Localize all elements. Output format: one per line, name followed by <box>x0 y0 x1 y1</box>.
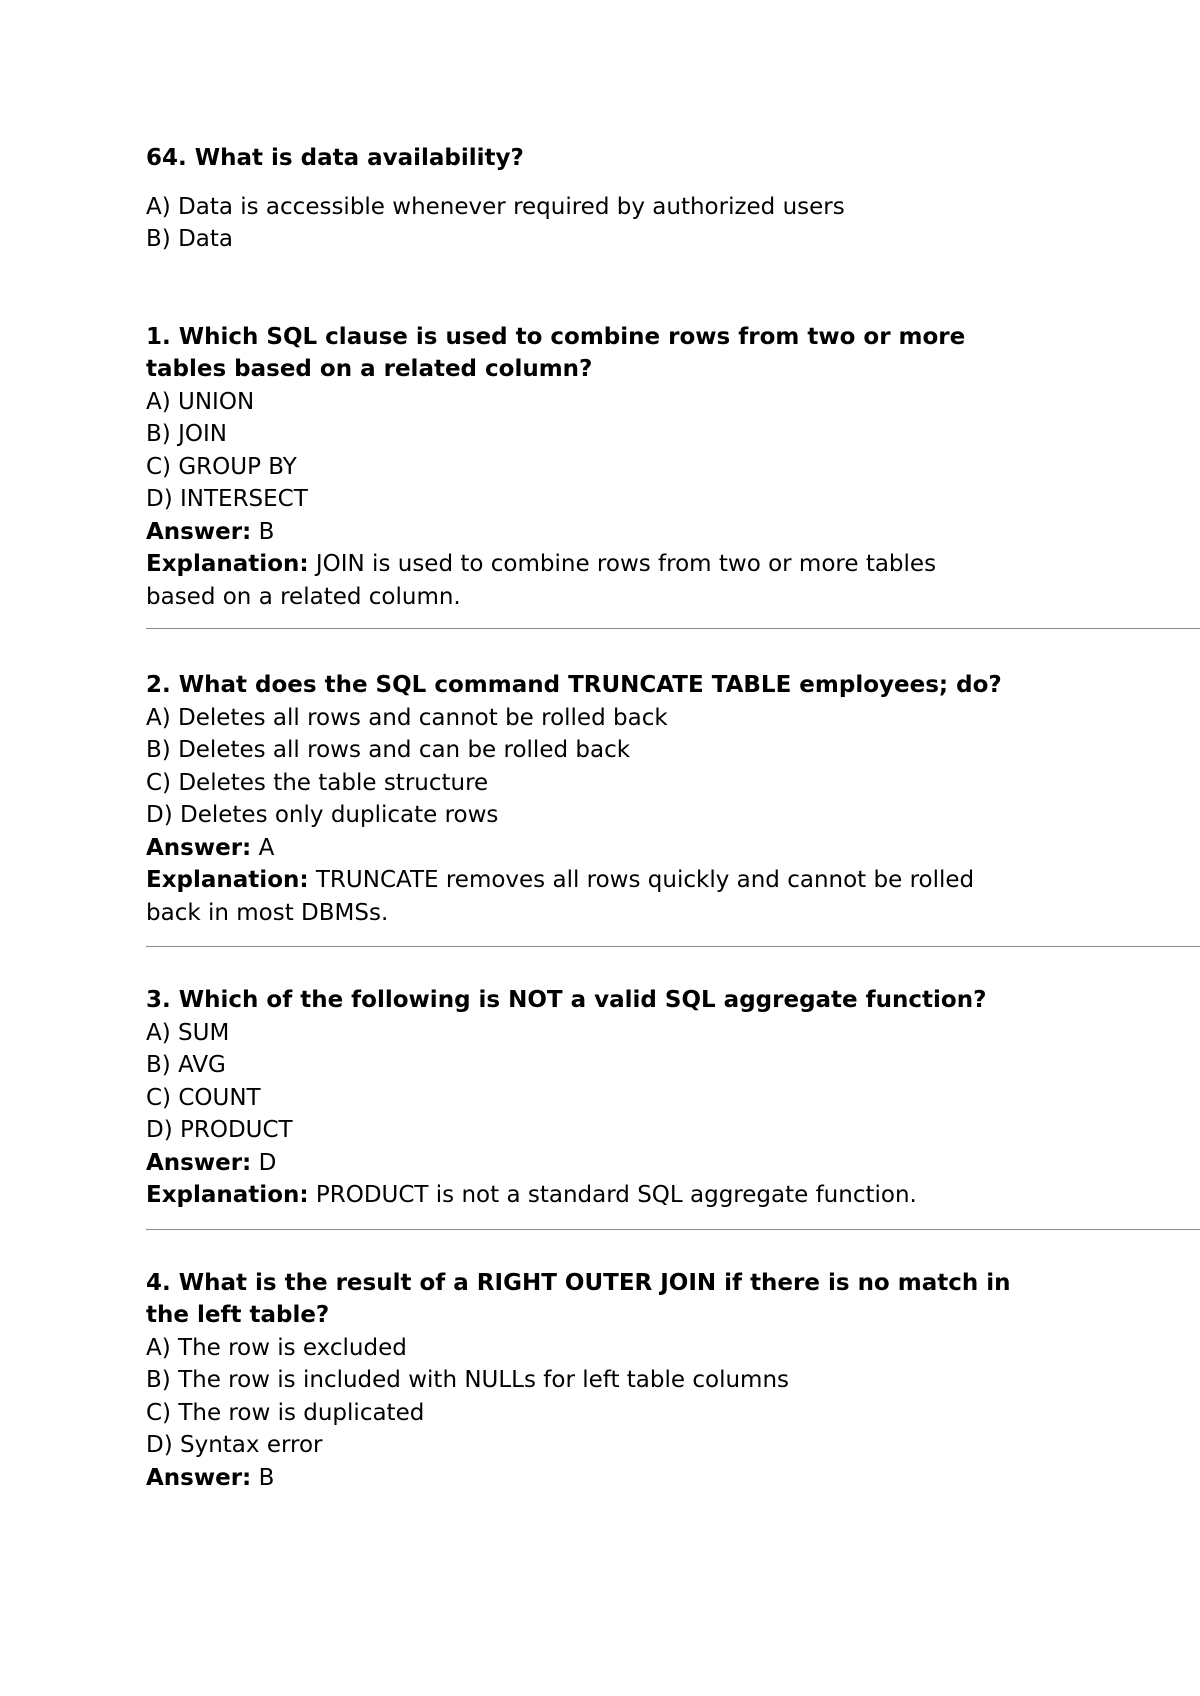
explanation-text: PRODUCT is not a standard SQL aggregate function. <box>308 1182 917 1208</box>
question-1-option-c: C) GROUP BY <box>146 453 297 480</box>
question-64 <box>146 142 1200 256</box>
explanation-text: JOIN is used to combine rows from two or more tables <box>308 551 937 577</box>
question-4-title-line-1: 4. What is the result of a RIGHT OUTER JOIN if there is no match in <box>146 1269 1011 1296</box>
question-2 <box>146 669 1200 929</box>
question-4-answer <box>146 1462 1200 1495</box>
question-2-option-d: D) Deletes only duplicate rows <box>146 802 499 828</box>
question-3-answer <box>146 1147 1200 1180</box>
question-1-option-b: B) JOIN <box>146 421 227 447</box>
question-2-option-a: A) Deletes all rows and cannot be rolled back <box>146 704 668 731</box>
question-1-explanation-line-1 <box>146 548 1200 581</box>
question-4 <box>146 1267 1200 1495</box>
question-64-option-a: A) Data is accessible whenever required by authorized users <box>146 193 845 220</box>
question-2-option-b: B) Deletes all rows and can be rolled back <box>146 737 631 763</box>
question-1-title-line-1: 1. Which SQL clause is used to combine rows from two or more <box>146 323 966 350</box>
question-2-title: 2. What does the SQL command TRUNCATE TABLE employees; do? <box>146 672 1002 698</box>
question-1-option-d: D) INTERSECT <box>146 486 308 512</box>
document-page <box>146 142 1200 1494</box>
question-2-answer <box>146 832 1200 865</box>
answer-value: D <box>251 1149 277 1176</box>
question-4-title-line-2: the left table? <box>146 1302 330 1328</box>
question-4-option-a: A) The row is excluded <box>146 1334 407 1361</box>
explanation-text: TRUNCATE removes all rows quickly and cannot be rolled <box>308 867 975 893</box>
answer-value: B <box>251 1464 275 1491</box>
explanation-label: Explanation: <box>146 551 309 577</box>
question-3-explanation-line-1 <box>146 1179 1200 1212</box>
question-1-title-line-2: tables based on a related column? <box>146 356 593 382</box>
answer-value: A <box>251 834 275 861</box>
question-1-answer <box>146 516 1200 549</box>
explanation-label: Explanation: <box>146 867 309 893</box>
question-1-explanation-line-2: based on a related column. <box>146 583 461 610</box>
question-3-option-a: A) SUM <box>146 1019 230 1046</box>
question-1 <box>146 321 1200 614</box>
question-2-explanation-line-2: back in most DBMSs. <box>146 899 389 926</box>
question-3-title: 3. Which of the following is NOT a valid SQL aggregate function? <box>146 987 987 1013</box>
question-3-option-c: C) COUNT <box>146 1084 261 1111</box>
answer-value: B <box>251 518 275 545</box>
answer-label: Answer: <box>146 1149 252 1176</box>
question-3-option-d: D) PRODUCT <box>146 1117 293 1143</box>
question-2-explanation-line-1 <box>146 864 1200 897</box>
question-3 <box>146 984 1200 1212</box>
answer-label: Answer: <box>146 834 252 861</box>
question-1-option-a: A) UNION <box>146 388 255 415</box>
answer-label: Answer: <box>146 518 252 545</box>
explanation-label: Explanation: <box>146 1182 309 1208</box>
question-3-option-b: B) AVG <box>146 1052 226 1078</box>
question-64-option-b: B) Data <box>146 226 233 252</box>
question-4-option-d: D) Syntax error <box>146 1432 323 1458</box>
answer-label: Answer: <box>146 1464 252 1491</box>
question-4-option-c: C) The row is duplicated <box>146 1399 425 1426</box>
question-2-option-c: C) Deletes the table structure <box>146 769 489 796</box>
question-64-title: 64. What is data availability? <box>146 145 524 171</box>
question-4-option-b: B) The row is included with NULLs for left table columns <box>146 1367 790 1393</box>
